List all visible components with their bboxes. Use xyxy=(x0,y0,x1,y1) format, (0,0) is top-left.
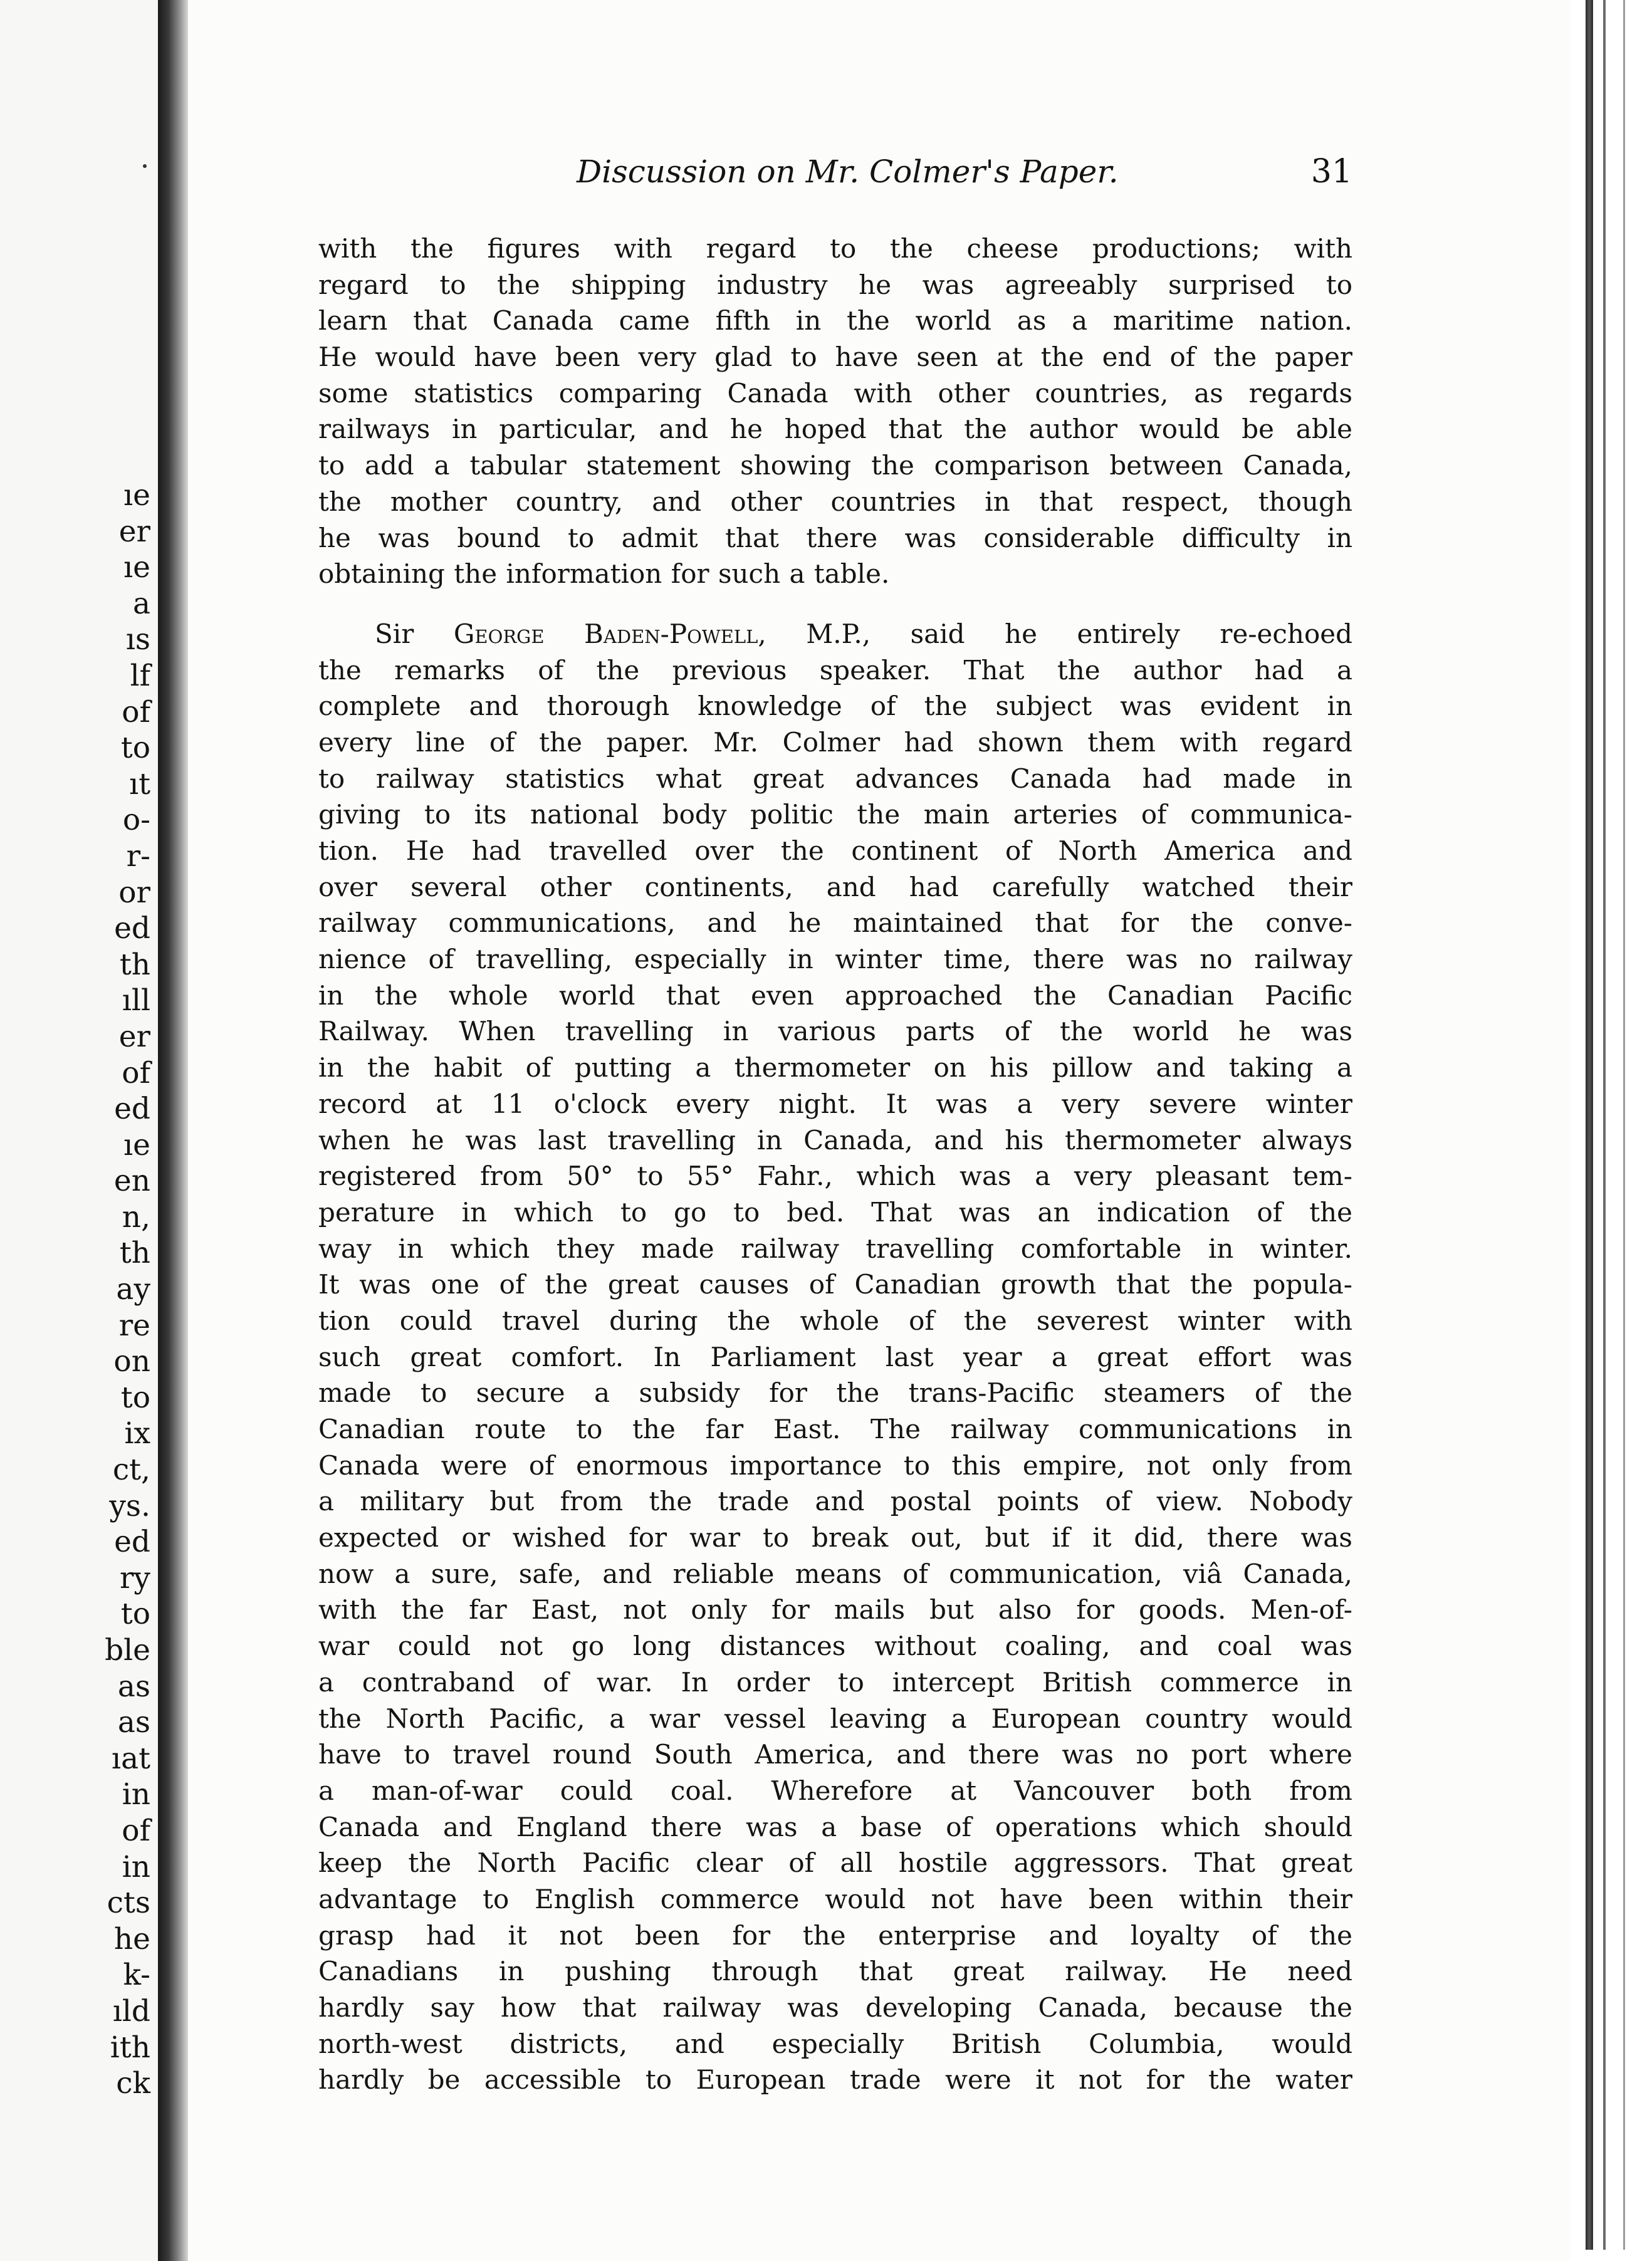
speaker-suffix: , M.P., said he entirely re-echoed xyxy=(758,618,1352,649)
left-page-fragment: er xyxy=(118,1019,150,1054)
page-edge-line xyxy=(1623,0,1625,2250)
text-line: war could not go long distances without coaling, and coal was xyxy=(318,1631,1352,1662)
text-line: in the habit of putting a thermometer on his pillow and taking a xyxy=(318,1052,1352,1084)
running-title: Discussion on Mr. Colmer's Paper. xyxy=(577,154,1119,190)
left-page-fragment: to xyxy=(120,1597,150,1632)
text-line: a man-of-war could coal. Wherefore at Vancouver both from xyxy=(318,1775,1352,1806)
left-page-fragment: en xyxy=(113,1164,150,1199)
text-line: some statistics comparing Canada with other countries, as regards xyxy=(318,377,1352,409)
left-page-fragment: ıs xyxy=(125,622,150,657)
text-line: a military but from the trade and postal points of view. Nobody xyxy=(318,1486,1352,1517)
left-page-fragment: ıe xyxy=(123,550,150,585)
speaker-name: George Baden-Powell xyxy=(453,618,758,649)
left-page-mark xyxy=(143,164,147,168)
text-line: to railway statistics what great advances Canada had made in xyxy=(318,763,1352,794)
left-page-fragment: ıat xyxy=(112,1741,150,1776)
text-line: Canada were of enormous importance to this empire, not only from xyxy=(318,1449,1352,1481)
text-line: way in which they made railway travelling comfortable in winter. xyxy=(318,1233,1352,1264)
text-line: expected or wished for war to break out, but if it did, there was xyxy=(318,1522,1352,1553)
left-page-fragment: ct, xyxy=(112,1453,150,1488)
text-line: with the far East, not only for mails but also for goods. Men-of- xyxy=(318,1594,1352,1626)
left-page-fragment: a xyxy=(132,586,150,621)
left-page-fragment: of xyxy=(122,1055,150,1090)
text-line: It was one of the great causes of Canadian growth that the popula- xyxy=(318,1269,1352,1300)
text-line: the remarks of the previous speaker. That the author had a xyxy=(318,654,1352,686)
left-page-fragment: th xyxy=(119,1236,150,1271)
text-line: grasp had it not been for the enterprise and loyalty of the xyxy=(318,1919,1352,1951)
text-line: giving to its national body politic the main arteries of communica- xyxy=(318,799,1352,830)
text-line: over several other continents, and had carefully watched their xyxy=(318,871,1352,902)
text-line: with the figures with regard to the cheese productions; with xyxy=(318,233,1352,264)
paragraph-continuation xyxy=(318,231,1352,592)
left-page-fragment: in xyxy=(122,1777,150,1812)
text-line: hardly be accessible to European trade were it not for the water xyxy=(318,2064,1352,2096)
left-page-fragment: ıe xyxy=(123,478,150,513)
text-line: in the whole world that even approached the Canadian Pacific xyxy=(318,979,1352,1011)
paragraph-gap xyxy=(318,592,1352,616)
left-page-fragment: of xyxy=(122,1813,150,1848)
text-line: a contraband of war. In order to intercept British commerce in xyxy=(318,1666,1352,1698)
left-page-fragment: ed xyxy=(114,1525,150,1560)
text-line: tion. He had travelled over the continent of North America and xyxy=(318,835,1352,866)
paragraph-baden-powell xyxy=(318,616,1352,2098)
body-text xyxy=(318,231,1352,2098)
text-line: obtaining the information for such a table. xyxy=(318,558,890,590)
text-line: perature in which to go to bed. That was an indication of the xyxy=(318,1196,1352,1228)
left-page-text-fragments xyxy=(0,478,150,2102)
left-page-fragment: ıe xyxy=(123,1127,150,1162)
page-number: 31 xyxy=(1310,153,1352,191)
left-page-fragment: ith xyxy=(110,2030,150,2065)
left-page-fragment: ay xyxy=(116,1272,150,1307)
left-page-fragment: he xyxy=(113,1921,150,1956)
left-page-fragment: ble xyxy=(105,1633,150,1668)
left-page-fragment: ıt xyxy=(129,766,150,802)
text-line: Railway. When travelling in various parts of the world he was xyxy=(318,1016,1352,1047)
text-line: the mother country, and other countries in that respect, though xyxy=(318,486,1352,517)
text-line: railways in particular, and he hoped that the author would be able xyxy=(318,414,1352,445)
text-line: tion could travel during the whole of the severest winter with xyxy=(318,1305,1352,1336)
text-line: every line of the paper. Mr. Colmer had shown them with regard xyxy=(318,726,1352,758)
text-line: to add a tabular statement showing the comparison between Canada, xyxy=(318,450,1352,481)
page-edge-line xyxy=(1603,0,1606,2250)
text-line: regard to the shipping industry he was agreeably surprised to xyxy=(318,269,1352,300)
left-page-fragment: or xyxy=(118,875,150,910)
left-page-fragment: ıld xyxy=(112,1993,150,2029)
book-gutter xyxy=(158,0,188,2261)
left-page-fragment: o- xyxy=(122,803,150,838)
text-line: now a sure, safe, and reliable means of communication, viâ Canada, xyxy=(318,1558,1352,1589)
text-line: complete and thorough knowledge of the subject was evident in xyxy=(318,691,1352,722)
book-page xyxy=(188,0,1571,2261)
left-page-fragment: on xyxy=(113,1344,150,1379)
page-edge-line xyxy=(1586,0,1593,2250)
left-page-fragment: as xyxy=(117,1705,150,1740)
left-page-fragment: ys. xyxy=(109,1488,150,1523)
left-page-fragment: k- xyxy=(123,1958,150,1993)
left-page-fragment: er xyxy=(118,514,150,549)
text-line: Canadians in pushing through that great railway. He need xyxy=(318,1956,1352,1987)
text-line: when he was last travelling in Canada, and his thermometer always xyxy=(318,1124,1352,1156)
left-page-fragment: of xyxy=(122,694,150,729)
text-line: made to secure a subsidy for the trans-Pacific steamers of the xyxy=(318,1377,1352,1409)
text-line: have to travel round South America, and there was no port where xyxy=(318,1739,1352,1770)
left-page-fragment: ry xyxy=(119,1560,150,1595)
speaker-prefix: Sir xyxy=(375,618,454,649)
text-line: record at 11 o'clock every night. It was a very severe winter xyxy=(318,1088,1352,1119)
page-edge xyxy=(1571,0,1652,2261)
text-line: he was bound to admit that there was considerable difficulty in xyxy=(318,522,1352,553)
left-page-fragment: to xyxy=(120,1380,150,1415)
text-line: north-west districts, and especially British Columbia, would xyxy=(318,2028,1352,2059)
left-page-fragment: re xyxy=(118,1308,150,1343)
text-line: He would have been very glad to have seen at the end of the paper xyxy=(318,342,1352,373)
left-page-fragment: th xyxy=(119,947,150,982)
left-page-fragment: ix xyxy=(124,1416,150,1451)
left-page-fragment: cts xyxy=(107,1886,150,1921)
text-line: nience of travelling, especially in winter time, there was no railway xyxy=(318,944,1352,975)
text-line: hardly say how that railway was developing Canada, because the xyxy=(318,1992,1352,2023)
text-line: such great comfort. In Parliament last year a great effort was xyxy=(318,1341,1352,1372)
text-line: registered from 50° to 55° Fahr., which was a very pleasant tem- xyxy=(318,1161,1352,1192)
left-page-fragment: ed xyxy=(114,911,150,946)
left-page-fragment: as xyxy=(117,1669,150,1704)
left-page-fragment: r- xyxy=(126,838,150,874)
text-line: railway communications, and he maintained that for the conve- xyxy=(318,907,1352,939)
text-line: keep the North Pacific clear of all hostile aggressors. That great xyxy=(318,1847,1352,1879)
text-line xyxy=(318,616,1352,652)
left-facing-page xyxy=(0,0,158,2261)
text-line: advantage to English commerce would not have been within their xyxy=(318,1883,1352,1914)
left-page-fragment: ıll xyxy=(122,983,150,1018)
left-page-fragment: in xyxy=(122,1849,150,1884)
left-page-fragment: ed xyxy=(114,1092,150,1127)
left-page-fragment: n, xyxy=(122,1199,150,1235)
left-page-fragment: to xyxy=(120,731,150,766)
text-line: Canada and England there was a base of operations which should xyxy=(318,1811,1352,1842)
left-page-fragment: ck xyxy=(116,2066,150,2101)
text-line: Canadian route to the far East. The railway communications in xyxy=(318,1414,1352,1444)
text-line: learn that Canada came fifth in the world as a maritime nation. xyxy=(318,305,1352,337)
left-page-fragment: lf xyxy=(130,658,150,693)
text-line: the North Pacific, a war vessel leaving a European country would xyxy=(318,1703,1352,1734)
